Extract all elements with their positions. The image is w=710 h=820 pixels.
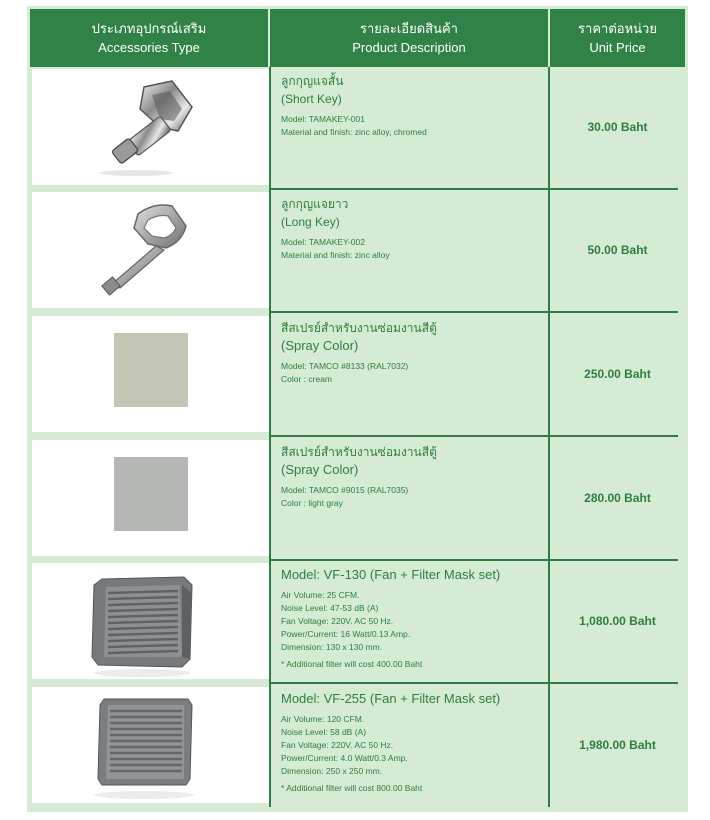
table-row-long-key [27,192,688,316]
spec-air-volume: Air Volume: 120 CFM. [281,714,365,724]
product-model: Model: TAMCO #9015 (RAL7035) [281,485,409,495]
header-col3-english: Unit Price [589,40,646,55]
product-name-thai: สีสเปรย์สำหรับงานซ่อมงานสีตู้ [281,445,437,459]
product-name-thai: ลูกกุญแจสั้น [281,74,344,88]
vf-130-price: 1,080.00 Baht [579,614,656,628]
table-row-short-key [27,69,688,193]
spray-gray-description [281,443,543,510]
long-key-description [281,195,543,262]
product-material: Material and finish: zinc alloy [281,250,390,260]
short-key-icon [32,69,269,185]
short-key-price: 30.00 Baht [587,120,648,134]
product-name-english: (Spray Color) [281,462,359,477]
table-row-vf-255 [27,687,688,811]
spec-power-current: Power/Current: 16 Watt/0.13 Amp. [281,629,411,639]
spray-gray-price: 280.00 Baht [584,491,651,505]
long-key-price: 50.00 Baht [587,243,648,257]
long-key-icon [32,192,269,308]
product-model: Model: TAMAKEY-001 [281,114,365,124]
additional-filter-note: * Additional filter will cost 400.00 Baht [281,659,423,669]
spec-dimension: Dimension: 130 x 130 mm. [281,642,383,652]
table-row-vf-130 [27,563,688,687]
header-accessories-type [30,9,268,67]
product-model-title: Model: VF-130 (Fan + Filter Mask set) [281,567,501,582]
spray-cream-price: 250.00 Baht [584,367,651,381]
row-divider [270,682,678,684]
fan-filter-icon [32,687,269,803]
table-row-spray-cream [27,316,688,440]
price-table [27,6,688,812]
spray-gray-image [32,440,269,556]
row-divider [270,435,678,437]
spray-cream-description [281,319,543,386]
vf-255-price: 1,980.00 Baht [579,738,656,752]
vf-130-image [32,563,269,679]
spec-dimension: Dimension: 250 x 250 mm. [281,766,383,776]
header-col2-thai: รายละเอียดสินค้า [360,21,458,36]
product-color: Color : light gray [281,498,343,508]
spray-cream-image [32,316,269,432]
row-divider [270,559,678,561]
cream-color-swatch [114,333,188,407]
spec-power-current: Power/Current: 4.0 Watt/0.3 Amp. [281,753,408,763]
spec-noise-level: Noise Level: 47-53 dB (A) [281,603,379,613]
fan-filter-icon [32,563,269,679]
additional-filter-note: * Additional filter will cost 800.00 Baht [281,783,423,793]
header-col1-thai: ประเภทอุปกรณ์เสริม [91,21,207,36]
product-name-english: (Long Key) [281,215,340,229]
header-col1-english: Accessories Type [98,40,200,55]
header-unit-price [550,9,685,67]
long-key-image [32,192,269,308]
header-col3-thai: ราคาต่อหน่วย [578,21,657,36]
header-product-description [270,9,548,67]
product-model: Model: TAMCO #8133 (RAL7032) [281,361,409,371]
vf-130-description [281,566,543,671]
product-name-thai: สีสเปรย์สำหรับงานซ่อมงานสีตู้ [281,321,437,335]
light-gray-color-swatch [114,457,188,531]
product-model: Model: TAMAKEY-002 [281,237,365,247]
vf-255-image [32,687,269,803]
spec-fan-voltage: Fan Voltage: 220V. AC 50 Hz. [281,740,394,750]
header-col2-english: Product Description [352,40,466,55]
spec-fan-voltage: Fan Voltage: 220V. AC 50 Hz. [281,616,394,626]
vf-255-description [281,690,543,795]
row-divider [270,311,678,313]
row-divider [270,188,678,190]
spec-noise-level: Noise Level: 58 dB (A) [281,727,367,737]
short-key-description [281,72,543,139]
short-key-image [32,69,269,185]
product-name-english: (Short Key) [281,92,342,106]
product-name-thai: ลูกกุญแจยาว [281,197,349,211]
product-model-title: Model: VF-255 (Fan + Filter Mask set) [281,691,501,706]
product-name-english: (Spray Color) [281,338,359,353]
spec-air-volume: Air Volume: 25 CFM. [281,590,360,600]
product-material: Material and finish: zinc alloy, chromed [281,127,427,137]
product-color: Color : cream [281,374,333,384]
table-row-spray-light-gray [27,440,688,564]
